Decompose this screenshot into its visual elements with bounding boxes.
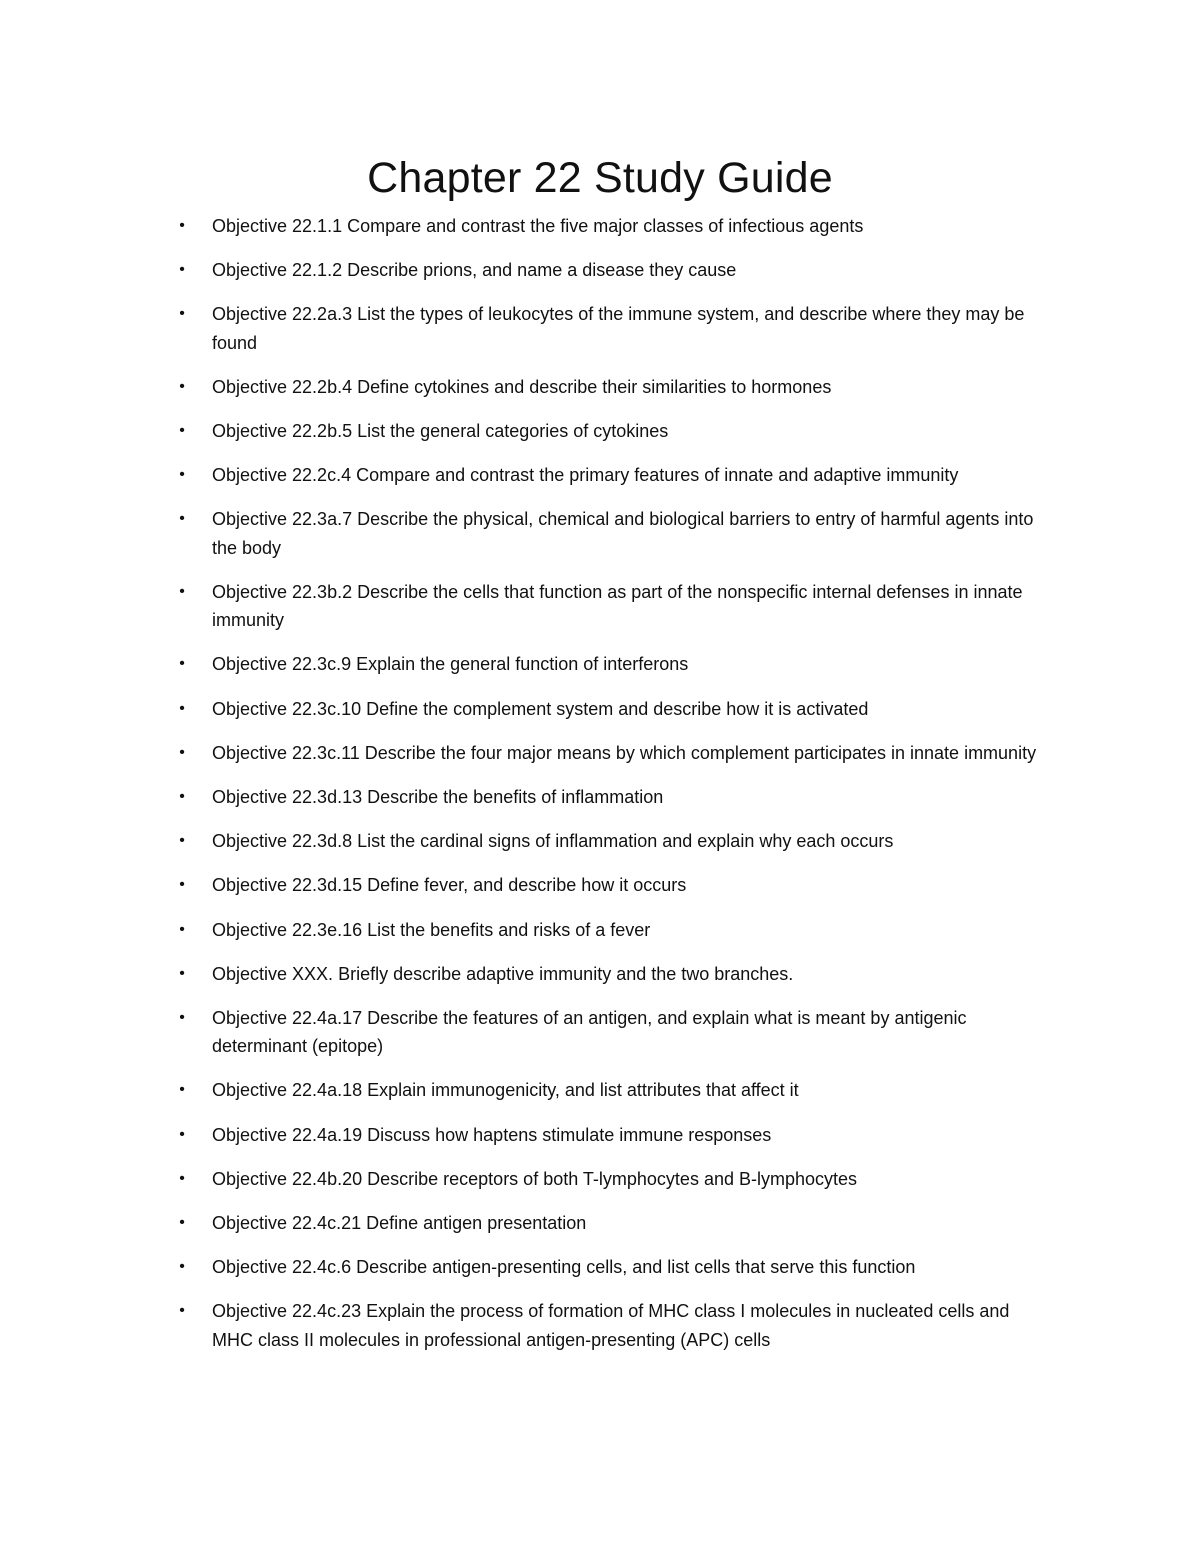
objective-text: List the general categories of cytokines xyxy=(357,421,669,442)
bullet-icon: • xyxy=(179,1081,185,1099)
bullet-icon: • xyxy=(179,787,185,805)
objective-text: List the benefits and risks of a fever xyxy=(367,919,651,940)
bullet-icon: • xyxy=(179,582,185,600)
objective-item xyxy=(175,1004,1055,1061)
bullet-icon: • xyxy=(179,1258,185,1276)
objective-item xyxy=(175,212,1055,240)
bullet-icon: • xyxy=(179,964,185,982)
bullet-icon: • xyxy=(179,655,185,673)
objective-code: Objective XXX. xyxy=(212,963,334,984)
objective-item xyxy=(175,650,1055,678)
objectives-list xyxy=(175,212,1055,1370)
objective-item xyxy=(175,578,1055,635)
objective-text: Compare and contrast the primary features of innate and adaptive immunity xyxy=(356,465,959,486)
objective-text: Describe the benefits of inflammation xyxy=(367,786,664,807)
objective-item xyxy=(175,783,1055,811)
objective-text: Define the complement system and describe how it is activated xyxy=(366,698,869,719)
bullet-icon: • xyxy=(179,422,185,440)
objective-code: Objective 22.3c.10 xyxy=(212,698,362,719)
objective-item xyxy=(175,417,1055,445)
bullet-icon: • xyxy=(179,1125,185,1143)
objective-item xyxy=(175,827,1055,855)
objective-item xyxy=(175,373,1055,401)
objective-text: Discuss how haptens stimulate immune responses xyxy=(367,1124,772,1145)
objective-item xyxy=(175,1076,1055,1104)
objective-item xyxy=(175,1121,1055,1149)
objective-text: Define fever, and describe how it occurs xyxy=(367,875,687,896)
bullet-icon: • xyxy=(179,832,185,850)
objective-code: Objective 22.4b.20 xyxy=(212,1168,363,1189)
objective-code: Objective 22.4a.18 xyxy=(212,1080,363,1101)
objective-text: Describe the four major means by which complement participates in innate immunity xyxy=(364,742,1037,763)
bullet-icon: • xyxy=(179,377,185,395)
objective-text: Explain the process of formation of MHC class I molecules in nucleated cells and MHC class II molecules in professional antigen-presenting (APC) cells xyxy=(212,1301,1010,1350)
objective-item xyxy=(175,1165,1055,1193)
objective-code: Objective 22.3b.2 xyxy=(212,581,353,602)
objective-code: Objective 22.4c.21 xyxy=(212,1212,362,1233)
objective-text: Describe the physical, chemical and biological barriers to entry of harmful agents into the body xyxy=(212,509,1034,558)
objective-item xyxy=(175,916,1055,944)
objective-code: Objective 22.3d.15 xyxy=(212,875,363,896)
objective-item xyxy=(175,1209,1055,1237)
objective-text: Briefly describe adaptive immunity and the two branches. xyxy=(338,963,794,984)
objective-text: Describe the cells that function as part of the nonspecific internal defenses in innate immunity xyxy=(212,581,1023,631)
objective-code: Objective 22.1.1 xyxy=(212,216,343,236)
objective-code: Objective 22.4a.17 xyxy=(212,1007,363,1028)
objective-code: Objective 22.2c.4 xyxy=(212,465,352,486)
objective-code: Objective 22.3c.11 xyxy=(212,742,360,763)
objective-item xyxy=(175,695,1055,723)
objective-code: Objective 22.1.2 xyxy=(212,260,343,281)
objective-code: Objective 22.2a.3 xyxy=(212,304,353,325)
objective-item xyxy=(175,256,1055,284)
objective-text: Explain the general function of interferons xyxy=(356,654,689,675)
bullet-icon: • xyxy=(179,305,185,323)
bullet-icon: • xyxy=(179,876,185,894)
objective-code: Objective 22.4a.19 xyxy=(212,1124,363,1145)
objective-item xyxy=(175,739,1055,767)
bullet-icon: • xyxy=(179,466,185,484)
objective-code: Objective 22.3c.9 xyxy=(212,654,352,675)
objective-text: Compare and contrast the five major classes of infectious agents xyxy=(347,216,864,236)
bullet-icon: • xyxy=(179,743,185,761)
objective-code: Objective 22.3e.16 xyxy=(212,919,363,940)
objective-text: Describe prions, and name a disease they cause xyxy=(347,260,737,281)
bullet-icon: • xyxy=(179,920,185,938)
objective-text: List the cardinal signs of inflammation and explain why each occurs xyxy=(357,831,894,852)
objective-code: Objective 22.3d.13 xyxy=(212,786,363,807)
objective-item xyxy=(175,1297,1055,1354)
objective-code: Objective 22.2b.5 xyxy=(212,421,353,442)
bullet-icon: • xyxy=(179,261,185,279)
bullet-icon: • xyxy=(179,1302,185,1320)
objective-item xyxy=(175,960,1055,988)
objective-text: Explain immunogenicity, and list attributes that affect it xyxy=(367,1080,799,1101)
objective-item xyxy=(175,871,1055,899)
objective-text: Describe antigen-presenting cells, and list cells that serve this function xyxy=(356,1257,916,1278)
objective-text: Describe receptors of both T-lymphocytes and B-lymphocytes xyxy=(367,1168,858,1189)
objective-code: Objective 22.4c.6 xyxy=(212,1257,352,1278)
objective-item xyxy=(175,1253,1055,1281)
objective-item xyxy=(175,461,1055,489)
bullet-icon: • xyxy=(179,699,185,717)
objective-item xyxy=(175,505,1055,562)
objective-code: Objective 22.2b.4 xyxy=(212,376,353,397)
bullet-icon: • xyxy=(179,217,185,234)
objective-code: Objective 22.3d.8 xyxy=(212,831,353,852)
bullet-icon: • xyxy=(179,510,185,528)
objective-text: Define antigen presentation xyxy=(366,1212,587,1233)
objective-code: Objective 22.4c.23 xyxy=(212,1301,362,1322)
bullet-icon: • xyxy=(179,1169,185,1187)
objective-text: Define cytokines and describe their similarities to hormones xyxy=(357,376,832,397)
objective-text: List the types of leukocytes of the immune system, and describe where they may be found xyxy=(212,304,1025,353)
bullet-icon: • xyxy=(179,1008,185,1026)
objective-text: Describe the features of an antigen, and explain what is meant by antigenic determinant (epitope) xyxy=(212,1007,967,1057)
page-title: Chapter 22 Study Guide xyxy=(367,154,833,202)
objective-code: Objective 22.3a.7 xyxy=(212,509,353,530)
objective-item xyxy=(175,300,1055,357)
bullet-icon: • xyxy=(179,1213,185,1231)
